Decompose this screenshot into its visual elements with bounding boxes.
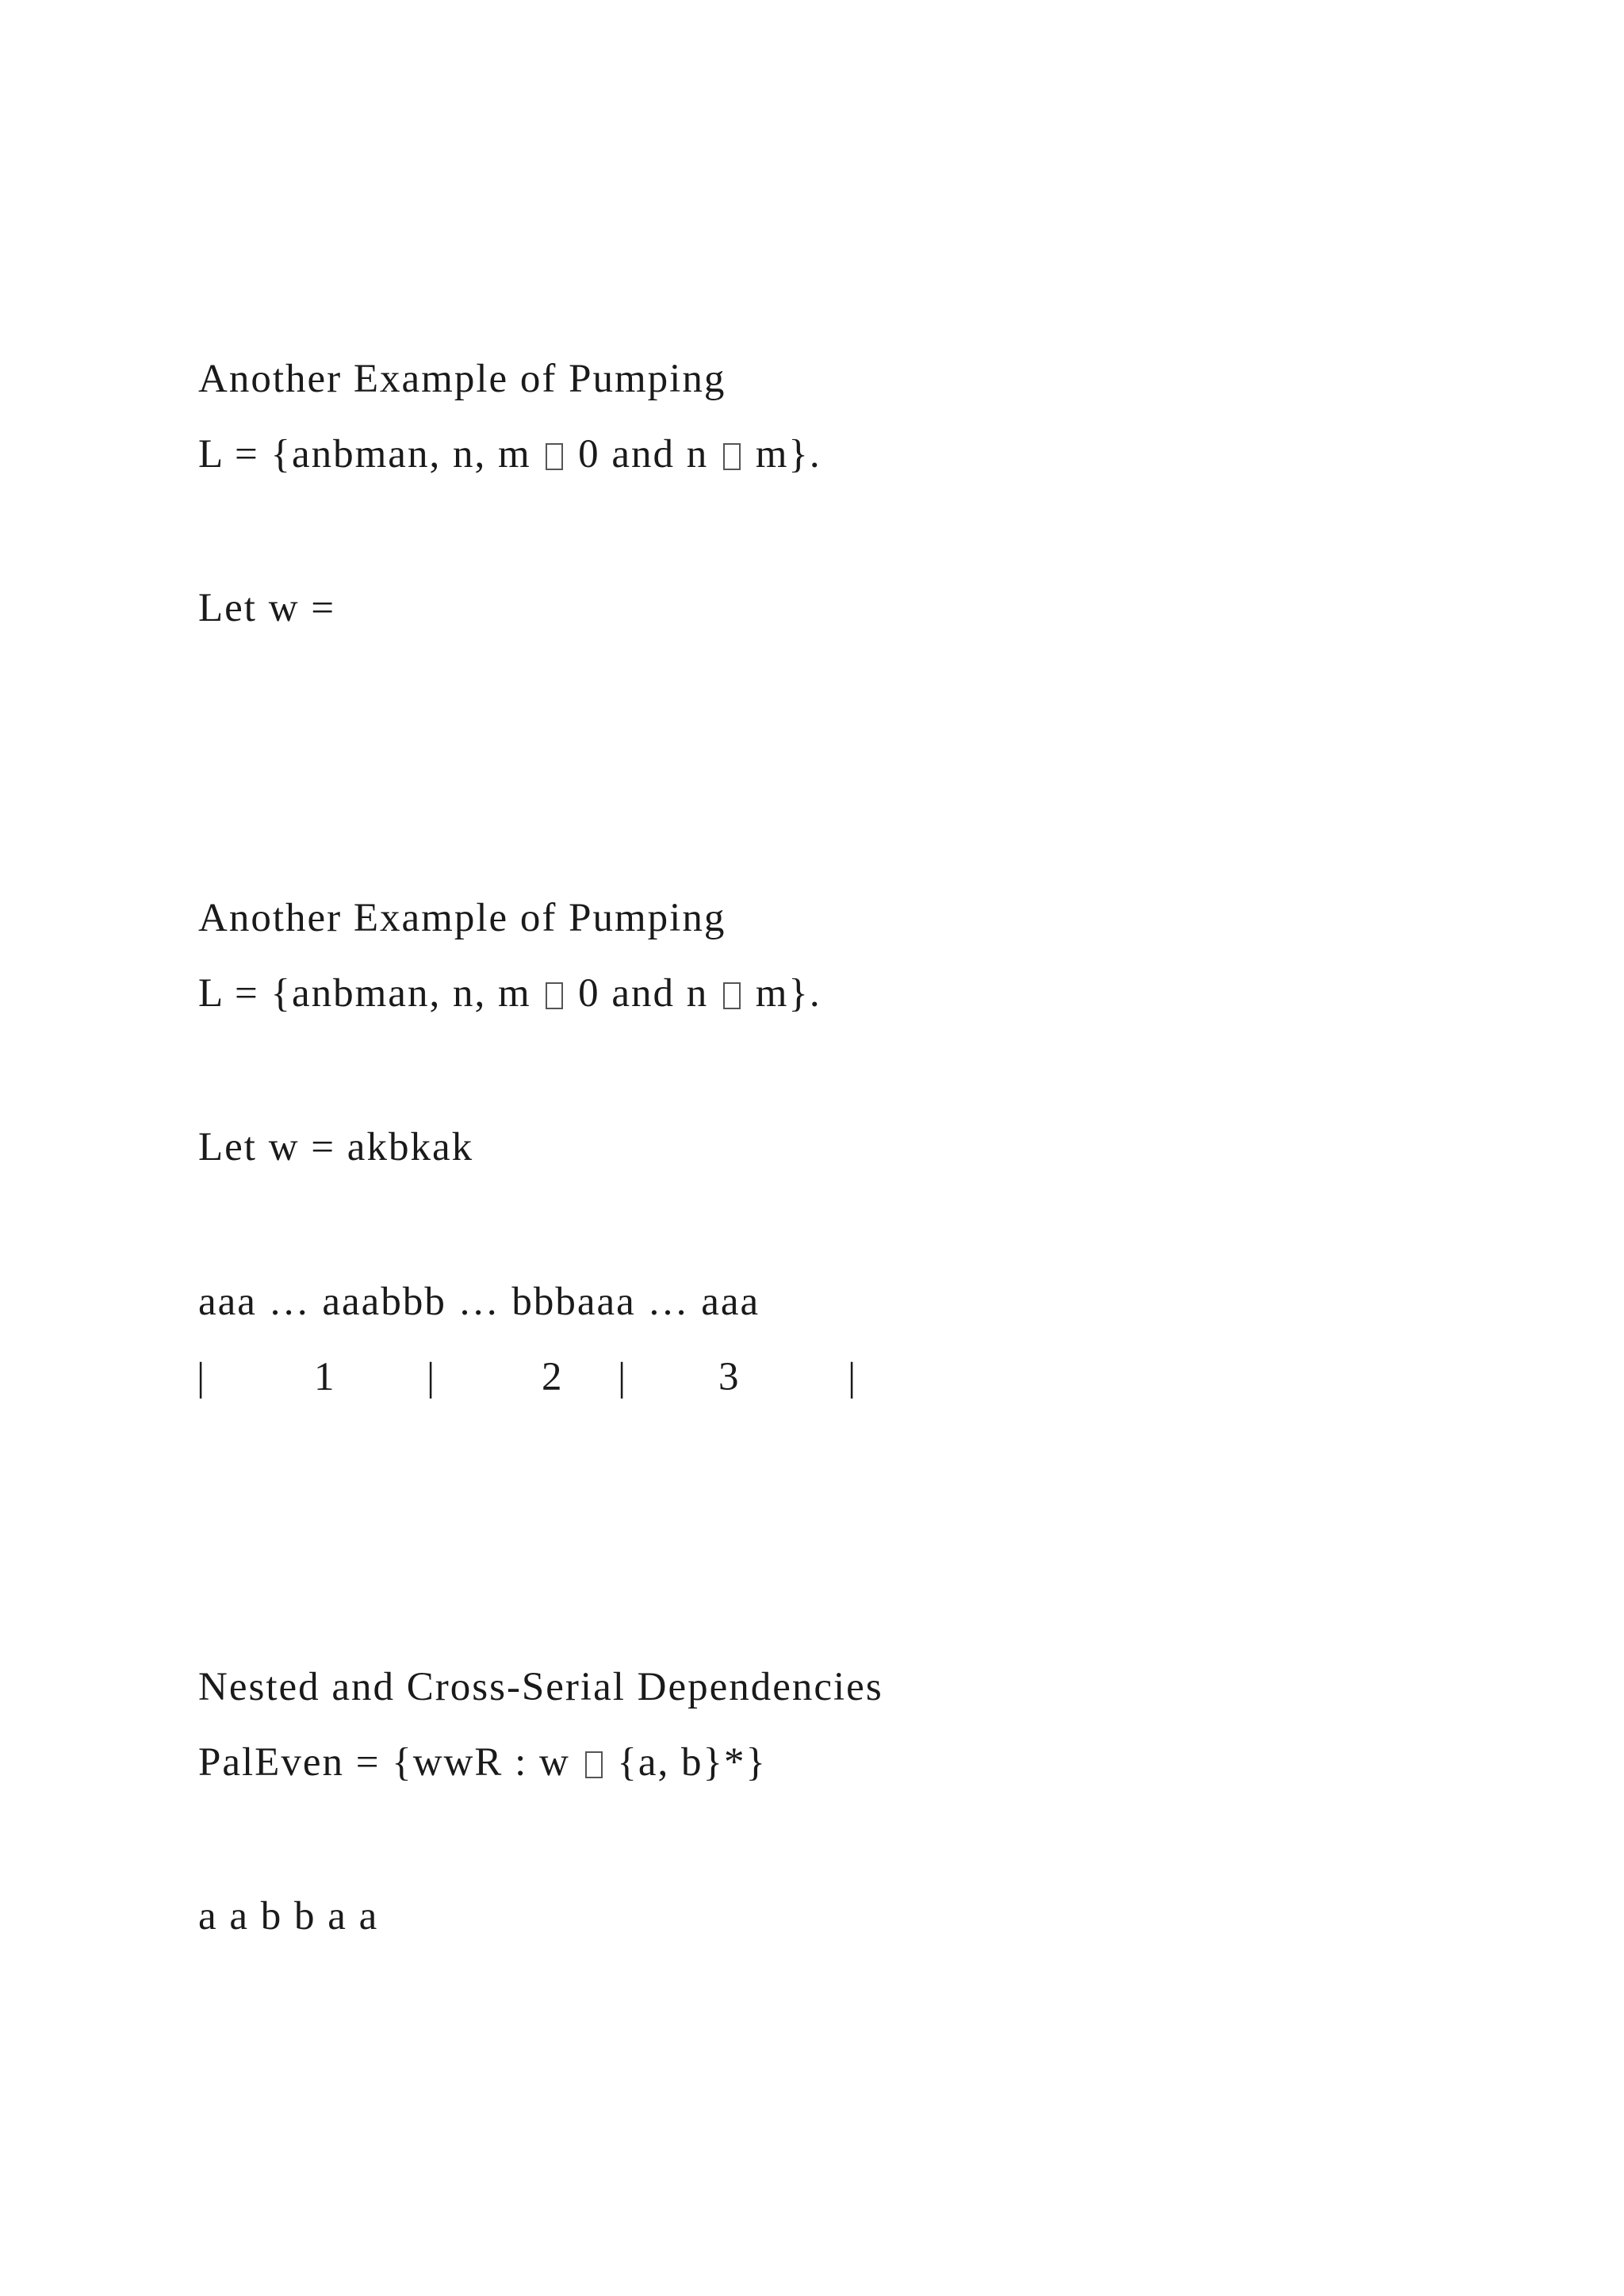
section1-let-w: Let w = (198, 586, 336, 630)
lang-mid: 0 and n (578, 971, 709, 1016)
section1-language-def (198, 430, 822, 478)
section2-language-def (198, 970, 822, 1017)
def-suffix: {a, b}*} (617, 1740, 767, 1785)
region-label-2: 2 (542, 1355, 562, 1399)
missing-glyph-icon (723, 982, 741, 1009)
region-label-1: 1 (314, 1355, 335, 1399)
missing-glyph-icon (585, 1751, 603, 1778)
section1-title: Another Example of Pumping (198, 357, 726, 401)
missing-glyph-icon (546, 443, 563, 470)
missing-glyph-icon (546, 982, 563, 1009)
section3-paleven-def (198, 1739, 767, 1786)
section3-example: a a b b a a (198, 1894, 379, 1938)
region-bar: | (618, 1355, 626, 1399)
section2-let-w: Let w = akbkak (198, 1125, 474, 1169)
region-bar: | (848, 1355, 856, 1399)
section2-title: Another Example of Pumping (198, 896, 726, 940)
section3-title: Nested and Cross-Serial Dependencies (198, 1665, 883, 1709)
lang-suffix: m}. (755, 432, 822, 476)
lang-prefix: L = {anbman, n, m (198, 971, 531, 1016)
lang-suffix: m}. (755, 971, 822, 1016)
lang-prefix: L = {anbman, n, m (198, 432, 531, 476)
missing-glyph-icon (723, 443, 741, 470)
region-bar: | (197, 1355, 205, 1399)
region-bar: | (427, 1355, 435, 1399)
region-label-3: 3 (718, 1355, 739, 1399)
lang-mid: 0 and n (578, 432, 709, 476)
section2-string: aaa … aaabbb … bbbaaa … aaa (198, 1280, 760, 1324)
def-prefix: PalEven = {wwR : w (198, 1740, 570, 1785)
